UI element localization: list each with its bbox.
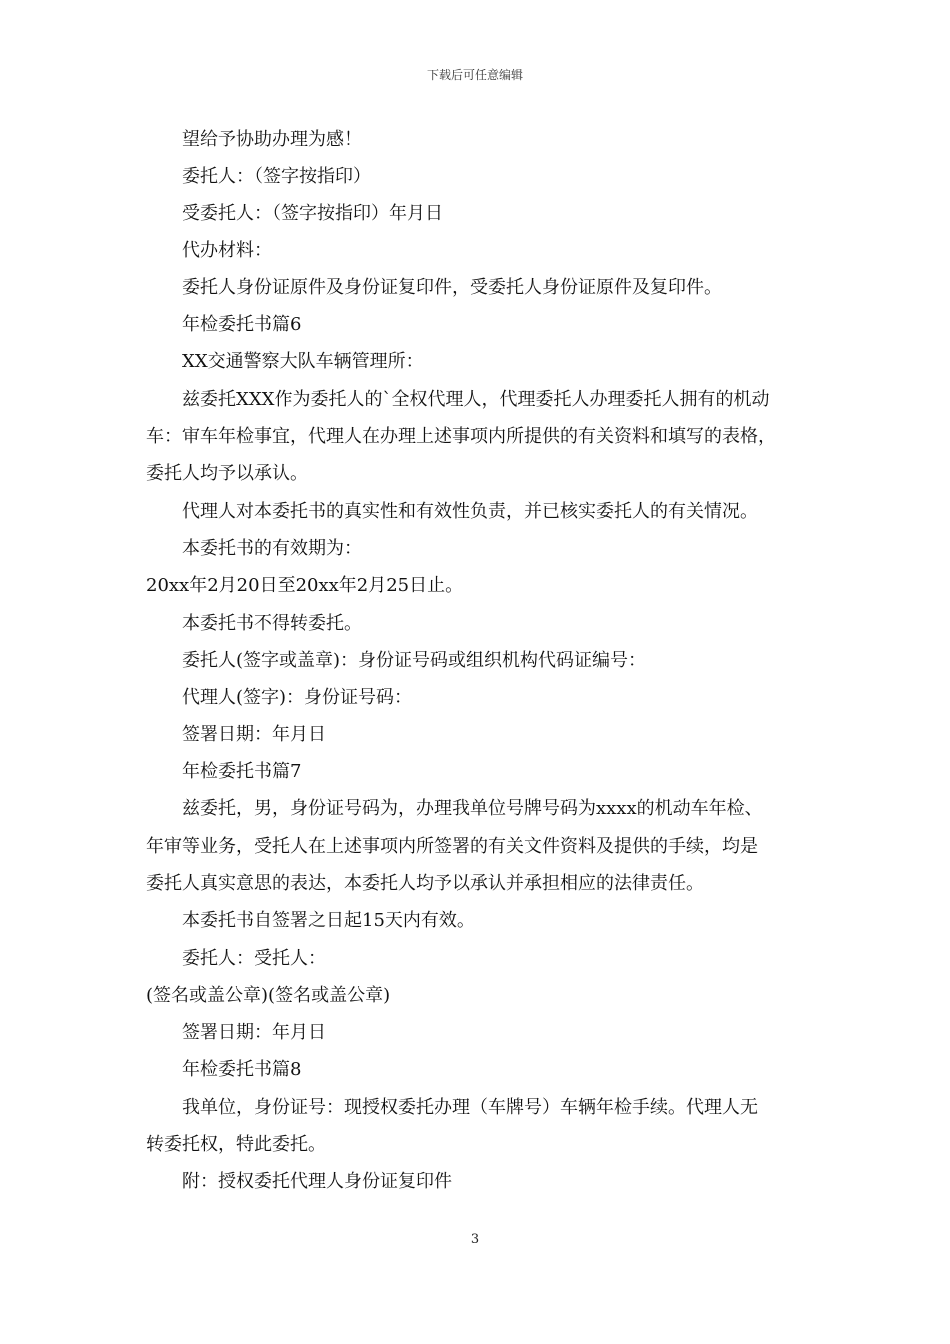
paragraph-line: 委托人(签字或盖章)：身份证号码或组织机构代码证编号： xyxy=(182,650,647,671)
page-header: 下载后可任意编辑 xyxy=(426,68,523,82)
paragraph-line: 望给予协助办理为感！ xyxy=(182,129,362,150)
paragraph-line: 车：审车年检事宜，代理人在办理上述事项内所提供的有关资料和填写的表格， xyxy=(146,426,776,447)
paragraph-line: XX交通警察大队车辆管理所： xyxy=(182,351,424,372)
paragraph-line: 委托人均予以承认。 xyxy=(146,463,308,484)
paragraph-line: 委托人：受托人： xyxy=(182,948,326,969)
paragraph-line: 签署日期：年月日 xyxy=(182,1022,326,1043)
paragraph-line: 代办材料： xyxy=(182,240,272,261)
paragraph-line: 委托人身份证原件及身份证复印件，受委托人身份证原件及复印件。 xyxy=(182,277,722,298)
paragraph-line: 附：授权委托代理人身份证复印件 xyxy=(182,1171,452,1192)
paragraph-line: 我单位，身份证号：现授权委托办理（车牌号）车辆年检手续。代理人无 xyxy=(182,1097,758,1118)
paragraph-line: 代理人(签字)：身份证号码： xyxy=(182,687,413,708)
paragraph-line: 代理人对本委托书的真实性和有效性负责，并已核实委托人的有关情况。 xyxy=(182,501,758,522)
paragraph-line: 受委托人：（签字按指印）年月日 xyxy=(182,203,443,224)
section-heading: 年检委托书篇8 xyxy=(182,1059,302,1080)
paragraph-line: 兹委托XXX作为委托人的`全权代理人，代理委托人办理委托人拥有的机动 xyxy=(182,389,770,410)
paragraph-line: 委托人真实意思的表达，本委托人均予以承认并承担相应的法律责任。 xyxy=(146,873,704,894)
paragraph-line: 兹委托，男，身份证号码为，办理我单位号牌号码为xxxx的机动车年检、 xyxy=(182,798,763,819)
paragraph-line: 签署日期：年月日 xyxy=(182,724,326,745)
paragraph-line: 20xx年2月20日至20xx年2月25日止。 xyxy=(146,575,464,596)
section-heading: 年检委托书篇7 xyxy=(182,761,302,782)
paragraph-line: 委托人：（签字按指印） xyxy=(182,166,371,187)
paragraph-line: 转委托权，特此委托。 xyxy=(146,1134,326,1155)
section-heading: 年检委托书篇6 xyxy=(182,314,302,335)
paragraph-line: 本委托书不得转委托。 xyxy=(182,613,362,634)
paragraph-line: 年审等业务，受托人在上述事项内所签署的有关文件资料及提供的手续，均是 xyxy=(146,836,758,857)
paragraph-line: 本委托书的有效期为： xyxy=(182,538,362,559)
page-number: 3 xyxy=(470,1232,480,1247)
paragraph-line: (签名或盖公章)(签名或盖公章) xyxy=(146,985,391,1006)
paragraph-line: 本委托书自签署之日起15天内有效。 xyxy=(182,910,475,931)
